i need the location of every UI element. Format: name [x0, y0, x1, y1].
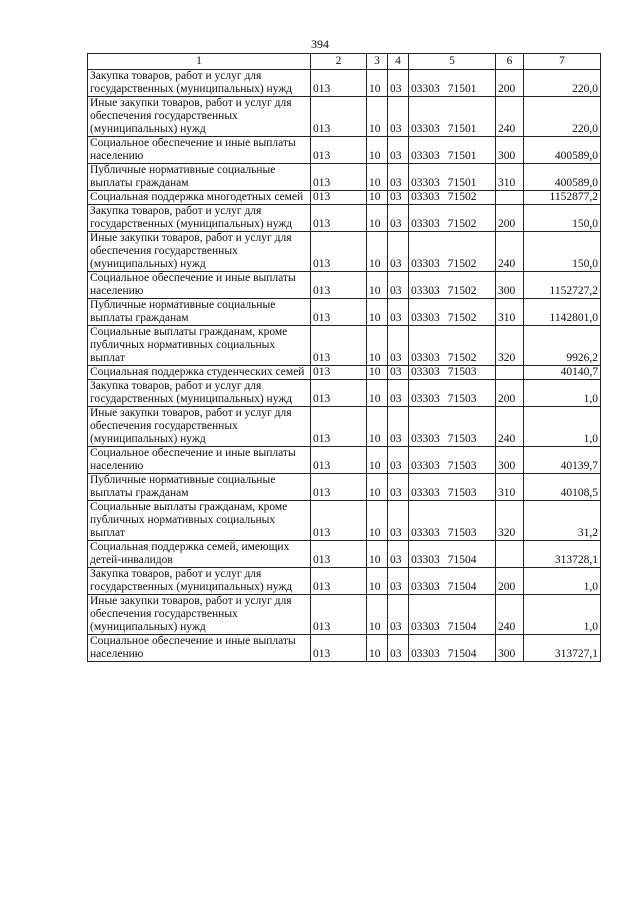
expense-name-cell: Социальные выплаты гражданам, кроме публичных нормативных социальных выплат: [88, 326, 311, 366]
target-article-cell: [409, 635, 496, 662]
table-row: [88, 326, 601, 366]
expense-type-cell: 200: [496, 70, 524, 97]
target-article-part-a: 03303: [411, 150, 440, 162]
grbs-cell: 013: [311, 501, 367, 541]
amount-cell: 40139,7: [524, 447, 601, 474]
target-article-part-a: 03303: [411, 366, 440, 378]
grbs-cell: 013: [311, 447, 367, 474]
table-row: [88, 474, 601, 501]
expense-name-cell: Закупка товаров, работ и услуг для государственных (муниципальных) нужд: [88, 380, 311, 407]
expense-name-cell: Закупка товаров, работ и услуг для государственных (муниципальных) нужд: [88, 568, 311, 595]
expense-name-cell: Закупка товаров, работ и услуг для государственных (муниципальных) нужд: [88, 70, 311, 97]
header-cell: 1: [88, 54, 311, 70]
amount-cell: 1,0: [524, 568, 601, 595]
header-cell: 4: [388, 54, 409, 70]
section-cell: 10: [367, 164, 388, 191]
table-row: [88, 635, 601, 662]
grbs-cell: 013: [311, 635, 367, 662]
header-row: [88, 54, 601, 70]
subsection-cell: 03: [388, 97, 409, 137]
table-row: [88, 380, 601, 407]
target-article-part-b: 71503: [447, 460, 477, 472]
target-article-part-b: 71503: [447, 393, 477, 405]
subsection-cell: 03: [388, 205, 409, 232]
table-row: [88, 191, 601, 205]
target-article-part-a: 03303: [411, 554, 440, 566]
table-row: [88, 299, 601, 326]
amount-cell: 150,0: [524, 205, 601, 232]
target-article-part-a: 03303: [411, 83, 440, 95]
expense-name-cell: Социальное обеспечение и иные выплаты населению: [88, 272, 311, 299]
target-article-part-b: 71504: [447, 554, 477, 566]
subsection-cell: 03: [388, 232, 409, 272]
amount-cell: 313727,1: [524, 635, 601, 662]
target-article-part-b: 71504: [447, 621, 477, 633]
expense-name-cell: Иные закупки товаров, работ и услуг для обеспечения государственных (муниципальных) нужд: [88, 97, 311, 137]
table-row: [88, 407, 601, 447]
expense-name-cell: Социальная поддержка семей, имеющих детей-инвалидов: [88, 541, 311, 568]
expense-name-cell: Публичные нормативные социальные выплаты гражданам: [88, 474, 311, 501]
expense-type-cell: 300: [496, 447, 524, 474]
grbs-cell: 013: [311, 70, 367, 97]
section-cell: 10: [367, 326, 388, 366]
page-number: 394: [311, 37, 329, 51]
target-article-part-b: 71503: [447, 487, 477, 499]
target-article-part-a: 03303: [411, 460, 440, 472]
expense-name-cell: Социальные выплаты гражданам, кроме публичных нормативных социальных выплат: [88, 501, 311, 541]
target-article-part-b: 71502: [447, 352, 477, 364]
target-article-cell: [409, 541, 496, 568]
subsection-cell: 03: [388, 501, 409, 541]
expense-type-cell: 240: [496, 97, 524, 137]
expense-type-cell: 320: [496, 501, 524, 541]
expense-name-cell: Закупка товаров, работ и услуг для государственных (муниципальных) нужд: [88, 205, 311, 232]
target-article-cell: [409, 191, 496, 205]
amount-cell: 220,0: [524, 97, 601, 137]
table-row: [88, 595, 601, 635]
table-row: [88, 447, 601, 474]
grbs-cell: 013: [311, 380, 367, 407]
table-row: [88, 137, 601, 164]
target-article-cell: [409, 164, 496, 191]
amount-cell: 1142801,0: [524, 299, 601, 326]
amount-cell: 1,0: [524, 407, 601, 447]
target-article-part-a: 03303: [411, 123, 440, 135]
target-article-part-a: 03303: [411, 621, 440, 633]
target-article-cell: [409, 474, 496, 501]
amount-cell: 40140,7: [524, 366, 601, 380]
section-cell: 10: [367, 501, 388, 541]
target-article-cell: [409, 205, 496, 232]
amount-cell: 1,0: [524, 380, 601, 407]
expense-name-cell: Иные закупки товаров, работ и услуг для обеспечения государственных (муниципальных) нужд: [88, 595, 311, 635]
target-article-part-a: 03303: [411, 177, 440, 189]
header-cell: 3: [367, 54, 388, 70]
target-article-part-b: 71501: [447, 83, 477, 95]
subsection-cell: 03: [388, 380, 409, 407]
amount-cell: 400589,0: [524, 137, 601, 164]
expense-type-cell: 300: [496, 635, 524, 662]
expense-type-cell: 300: [496, 137, 524, 164]
target-article-part-a: 03303: [411, 352, 440, 364]
subsection-cell: 03: [388, 164, 409, 191]
expense-name-cell: Социальная поддержка многодетных семей: [88, 191, 311, 205]
target-article-cell: [409, 380, 496, 407]
expense-type-cell: 310: [496, 474, 524, 501]
subsection-cell: 03: [388, 272, 409, 299]
expense-type-cell: 200: [496, 568, 524, 595]
target-article-part-b: 71502: [447, 191, 477, 203]
amount-cell: 150,0: [524, 232, 601, 272]
section-cell: 10: [367, 191, 388, 205]
section-cell: 10: [367, 595, 388, 635]
expense-type-cell: 200: [496, 380, 524, 407]
expense-type-cell: 310: [496, 299, 524, 326]
subsection-cell: 03: [388, 366, 409, 380]
subsection-cell: 03: [388, 447, 409, 474]
target-article-part-b: 71504: [447, 648, 477, 660]
target-article-cell: [409, 407, 496, 447]
expense-name-cell: Социальное обеспечение и иные выплаты населению: [88, 635, 311, 662]
grbs-cell: 013: [311, 407, 367, 447]
expense-type-cell: [496, 366, 524, 380]
target-article-cell: [409, 70, 496, 97]
expense-type-cell: 240: [496, 232, 524, 272]
section-cell: 10: [367, 205, 388, 232]
section-cell: 10: [367, 299, 388, 326]
target-article-part-b: 71501: [447, 150, 477, 162]
target-article-part-b: 71502: [447, 312, 477, 324]
target-article-part-a: 03303: [411, 581, 440, 593]
target-article-part-a: 03303: [411, 527, 440, 539]
section-cell: 10: [367, 97, 388, 137]
expense-name-cell: Публичные нормативные социальные выплаты гражданам: [88, 164, 311, 191]
grbs-cell: 013: [311, 299, 367, 326]
subsection-cell: 03: [388, 137, 409, 164]
target-article-cell: [409, 137, 496, 164]
section-cell: 10: [367, 541, 388, 568]
target-article-part-b: 71502: [447, 218, 477, 230]
grbs-cell: 013: [311, 474, 367, 501]
header-cell: 6: [496, 54, 524, 70]
subsection-cell: 03: [388, 191, 409, 205]
grbs-cell: 013: [311, 164, 367, 191]
target-article-cell: [409, 595, 496, 635]
subsection-cell: 03: [388, 541, 409, 568]
target-article-part-a: 03303: [411, 312, 440, 324]
expense-type-cell: 300: [496, 272, 524, 299]
target-article-part-b: 71503: [447, 433, 477, 445]
grbs-cell: 013: [311, 595, 367, 635]
section-cell: 10: [367, 407, 388, 447]
subsection-cell: 03: [388, 70, 409, 97]
grbs-cell: 013: [311, 191, 367, 205]
amount-cell: 220,0: [524, 70, 601, 97]
table-row: [88, 272, 601, 299]
target-article-cell: [409, 232, 496, 272]
grbs-cell: 013: [311, 541, 367, 568]
table-row: [88, 205, 601, 232]
section-cell: 10: [367, 474, 388, 501]
table-row: [88, 501, 601, 541]
section-cell: 10: [367, 232, 388, 272]
amount-cell: 313728,1: [524, 541, 601, 568]
target-article-cell: [409, 326, 496, 366]
table-row: [88, 568, 601, 595]
target-article-part-a: 03303: [411, 285, 440, 297]
grbs-cell: 013: [311, 97, 367, 137]
subsection-cell: 03: [388, 326, 409, 366]
target-article-part-a: 03303: [411, 648, 440, 660]
section-cell: 10: [367, 137, 388, 164]
section-cell: 10: [367, 568, 388, 595]
target-article-cell: [409, 272, 496, 299]
target-article-part-b: 71502: [447, 285, 477, 297]
target-article-cell: [409, 97, 496, 137]
subsection-cell: 03: [388, 299, 409, 326]
target-article-part-b: 71504: [447, 581, 477, 593]
target-article-part-a: 03303: [411, 258, 440, 270]
target-article-part-b: 71503: [447, 527, 477, 539]
target-article-cell: [409, 501, 496, 541]
amount-cell: 1152877,2: [524, 191, 601, 205]
subsection-cell: 03: [388, 635, 409, 662]
header-cell: 7: [524, 54, 601, 70]
amount-cell: 400589,0: [524, 164, 601, 191]
target-article-part-b: 71501: [447, 123, 477, 135]
amount-cell: 1,0: [524, 595, 601, 635]
expense-type-cell: [496, 541, 524, 568]
expense-name-cell: Публичные нормативные социальные выплаты гражданам: [88, 299, 311, 326]
target-article-part-b: 71502: [447, 258, 477, 270]
grbs-cell: 013: [311, 366, 367, 380]
target-article-part-a: 03303: [411, 433, 440, 445]
header-cell: 2: [311, 54, 367, 70]
section-cell: 10: [367, 635, 388, 662]
grbs-cell: 013: [311, 568, 367, 595]
table-row: [88, 541, 601, 568]
amount-cell: 31,2: [524, 501, 601, 541]
expense-name-cell: Иные закупки товаров, работ и услуг для обеспечения государственных (муниципальных) нужд: [88, 232, 311, 272]
subsection-cell: 03: [388, 407, 409, 447]
amount-cell: 40108,5: [524, 474, 601, 501]
grbs-cell: 013: [311, 137, 367, 164]
target-article-part-b: 71501: [447, 177, 477, 189]
table-row: [88, 70, 601, 97]
table-row: [88, 164, 601, 191]
table-row: [88, 97, 601, 137]
grbs-cell: 013: [311, 232, 367, 272]
target-article-cell: [409, 447, 496, 474]
expense-name-cell: Иные закупки товаров, работ и услуг для обеспечения государственных (муниципальных) нужд: [88, 407, 311, 447]
target-article-part-a: 03303: [411, 191, 440, 203]
expense-type-cell: 240: [496, 595, 524, 635]
expense-name-cell: Социальное обеспечение и иные выплаты населению: [88, 447, 311, 474]
grbs-cell: 013: [311, 272, 367, 299]
subsection-cell: 03: [388, 595, 409, 635]
target-article-part-a: 03303: [411, 218, 440, 230]
expense-type-cell: 320: [496, 326, 524, 366]
section-cell: 10: [367, 272, 388, 299]
target-article-cell: [409, 299, 496, 326]
expense-name-cell: Социальная поддержка студенческих семей: [88, 366, 311, 380]
header-cell: 5: [409, 54, 496, 70]
target-article-cell: [409, 568, 496, 595]
amount-cell: 1152727,2: [524, 272, 601, 299]
subsection-cell: 03: [388, 474, 409, 501]
target-article-cell: [409, 366, 496, 380]
target-article-part-a: 03303: [411, 487, 440, 499]
budget-table: [87, 53, 601, 662]
target-article-part-a: 03303: [411, 393, 440, 405]
table-row: [88, 366, 601, 380]
grbs-cell: 013: [311, 205, 367, 232]
subsection-cell: 03: [388, 568, 409, 595]
section-cell: 10: [367, 380, 388, 407]
section-cell: 10: [367, 366, 388, 380]
table-row: [88, 232, 601, 272]
section-cell: 10: [367, 447, 388, 474]
expense-type-cell: [496, 191, 524, 205]
expense-name-cell: Социальное обеспечение и иные выплаты населению: [88, 137, 311, 164]
grbs-cell: 013: [311, 326, 367, 366]
section-cell: 10: [367, 70, 388, 97]
expense-type-cell: 310: [496, 164, 524, 191]
expense-type-cell: 240: [496, 407, 524, 447]
expense-type-cell: 200: [496, 205, 524, 232]
amount-cell: 9926,2: [524, 326, 601, 366]
target-article-part-b: 71503: [447, 366, 477, 378]
